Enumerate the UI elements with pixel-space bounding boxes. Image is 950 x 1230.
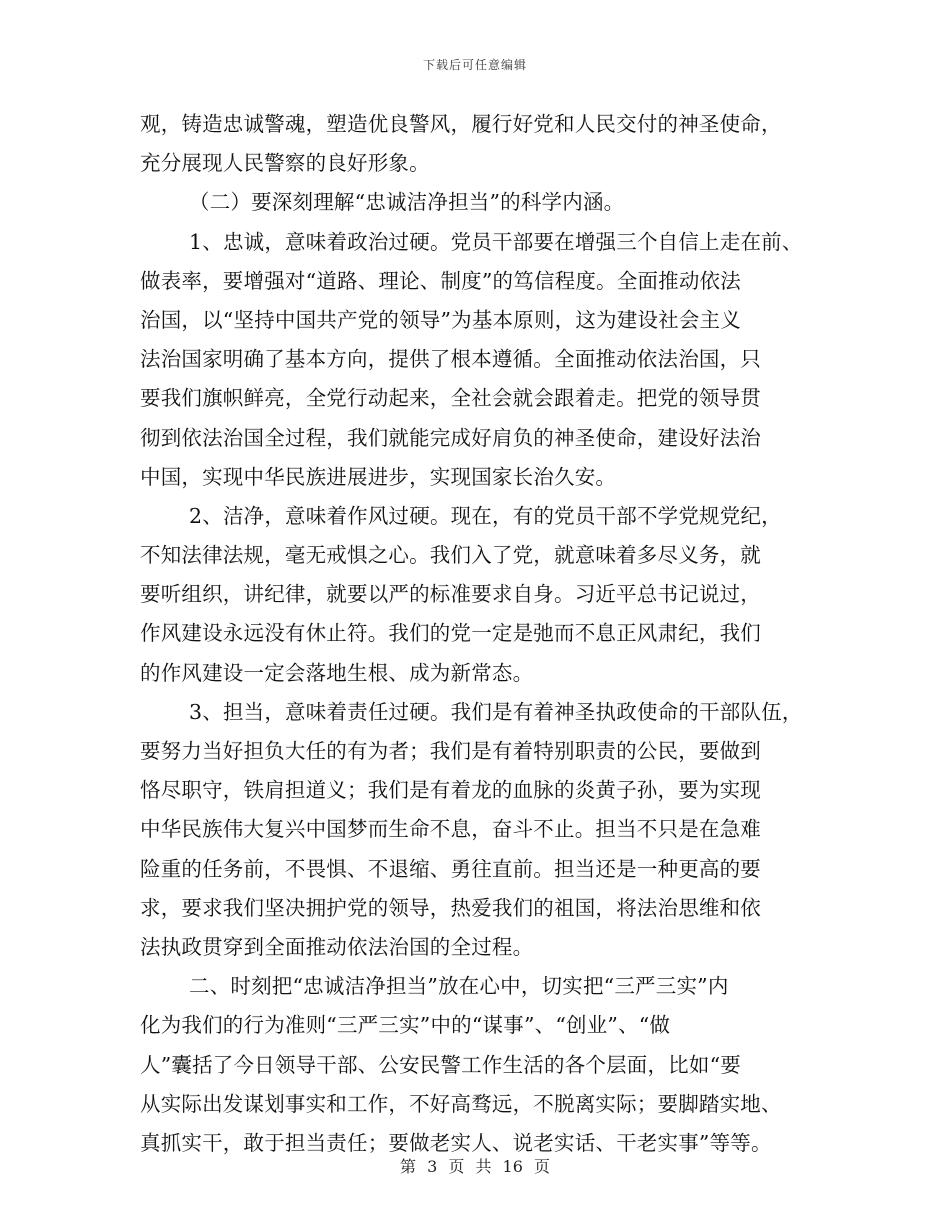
text-line: 要听组织，讲纪律，就要以严的标准要求自身。习近平总书记说过， xyxy=(140,582,761,607)
text-line: 要努力当好担负大任的有为者；我们是有着特别职责的公民，要做到 xyxy=(140,739,761,763)
text-line: 治国，以“坚持中国共产党的领导”为基本原则，这为建设社会主义 xyxy=(140,307,741,332)
text-line: 求，要求我们坚决拥护党的领导，热爱我们的祖国，将法治思维和依 xyxy=(140,895,761,920)
header-note: 下载后可任意编辑 xyxy=(422,58,527,72)
text-line: 真抓实干，敢于担当责任；要做老实人、说老实话、干老实事”等等。 xyxy=(140,1130,772,1155)
text-line: 险重的任务前，不畏惧、不退缩、勇往直前。担当还是一种更高的要 xyxy=(140,856,761,881)
section-heading: 二、时刻把“忠诚洁净担当”放在心中，切实把“三严三实”内 xyxy=(189,974,729,999)
paragraph-start: 1、忠诚，意味着政治过硬。党员干部要在增强三个自信上走在前、 xyxy=(189,229,803,254)
text-line: 人”囊括了今日领导干部、公安民警工作生活的各个层面，比如“要 xyxy=(140,1052,741,1077)
page-number-footer: 第 3 页 共 16 页 xyxy=(400,1157,550,1176)
text-line: 化为我们的行为准则“三严三实”中的“谋事”、“创业”、“做 xyxy=(140,1013,671,1038)
text-line: 恪尽职守，铁肩担道义；我们是有着龙的血脉的炎黄子孙，要为实现 xyxy=(140,778,761,803)
paragraph-start: 3、担当，意味着责任过硬。我们是有着神圣执政使命的干部队伍， xyxy=(189,699,803,724)
text-line: 中国，实现中华民族进展进步，实现国家长治久安。 xyxy=(140,464,617,489)
text-line: 做表率，要增强对“道路、理论、制度”的笃信程度。全面推动依法 xyxy=(140,268,741,293)
text-line: 的作风建设一定会落地生根、成为新常态。 xyxy=(140,660,534,685)
text-line: 法执政贯穿到全面推动依法治国的全过程。 xyxy=(140,934,534,959)
text-line: 中华民族伟大复兴中国梦而生命不息，奋斗不止。担当不只是在急难 xyxy=(140,817,761,842)
text-line: 观，铸造忠诚警魂，塑造优良警风，履行好党和人民交付的神圣使命， xyxy=(140,112,782,136)
section-heading: （二）要深刻理解“忠诚洁净担当”的科学内涵。 xyxy=(189,190,625,215)
paragraph-start: 2、洁净，意味着作风过硬。现在，有的党员干部不学党规党纪， xyxy=(189,503,782,528)
text-line: 法治国家明确了基本方向，提供了根本遵循。全面推动依法治国，只 xyxy=(140,347,761,372)
text-line: 不知法律法规，毫无戒惧之心。我们入了党，就意味着多尽义务，就 xyxy=(140,543,761,568)
document-body xyxy=(140,105,810,1163)
text-line: 要我们旗帜鲜亮，全党行动起来，全社会就会跟着走。把党的领导贯 xyxy=(140,386,761,411)
text-line: 从实际出发谋划事实和工作，不好高骛远，不脱离实际；要脚踏实地、 xyxy=(140,1091,782,1116)
text-line: 充分展现人民警察的良好形象。 xyxy=(140,151,430,176)
text-line: 作风建设永远没有休止符。我们的党一定是弛而不息正风肃纪，我们 xyxy=(140,621,761,646)
text-line: 彻到依法治国全过程，我们就能完成好肩负的神圣使命，建设好法治 xyxy=(140,425,761,450)
